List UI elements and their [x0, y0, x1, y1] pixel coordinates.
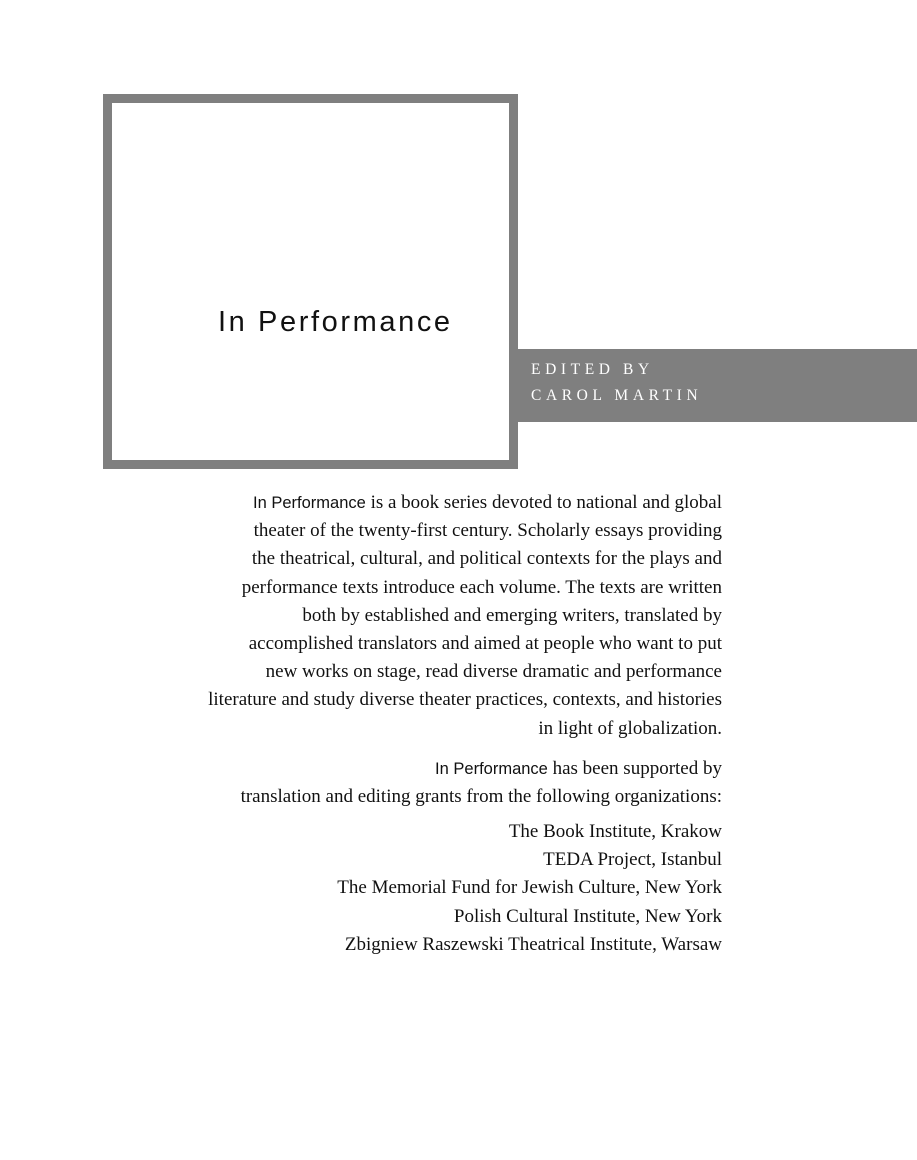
organization-list	[162, 818, 722, 959]
description-line: is a book series devoted to national and global	[365, 492, 722, 513]
organization-item: The Book Institute, Krakow	[508, 821, 722, 842]
description-line: both by established and emerging writers, translated by	[302, 604, 722, 626]
description-line: new works on stage, read diverse dramatic and performance	[265, 661, 722, 683]
description-line: the theatrical, cultural, and political contexts for the plays and	[251, 548, 722, 570]
editor-band	[518, 349, 917, 422]
editor-name: CAROL MARTIN	[531, 387, 703, 404]
description-line: literature and study diverse theater practices, contexts, and histories	[208, 689, 722, 711]
organization-item: TEDA Project, Istanbul	[543, 849, 722, 871]
support-statement	[162, 755, 722, 811]
series-description	[162, 489, 722, 743]
description-line: theater of the twenty-first century. Scholarly essays providing	[253, 520, 722, 542]
description-line: accomplished translators and aimed at people who want to put	[248, 633, 722, 655]
edited-by-label: EDITED BY	[531, 361, 654, 378]
description-line: in light of globalization.	[538, 717, 722, 739]
support-line: translation and editing grants from the following organizations:	[240, 786, 722, 808]
organization-item: Polish Cultural Institute, New York	[453, 905, 722, 927]
organization-item: The Memorial Fund for Jewish Culture, New York	[337, 877, 722, 899]
series-frame	[103, 94, 518, 469]
support-line: has been supported by	[547, 758, 722, 779]
series-title: In Performance	[218, 306, 453, 338]
series-name-inline: In Performance	[253, 494, 366, 512]
organization-item: Zbigniew Raszewski Theatrical Institute, Warsaw	[344, 933, 722, 955]
series-name-inline: In Performance	[435, 760, 548, 778]
description-line: performance texts introduce each volume. The texts are written	[241, 576, 722, 598]
